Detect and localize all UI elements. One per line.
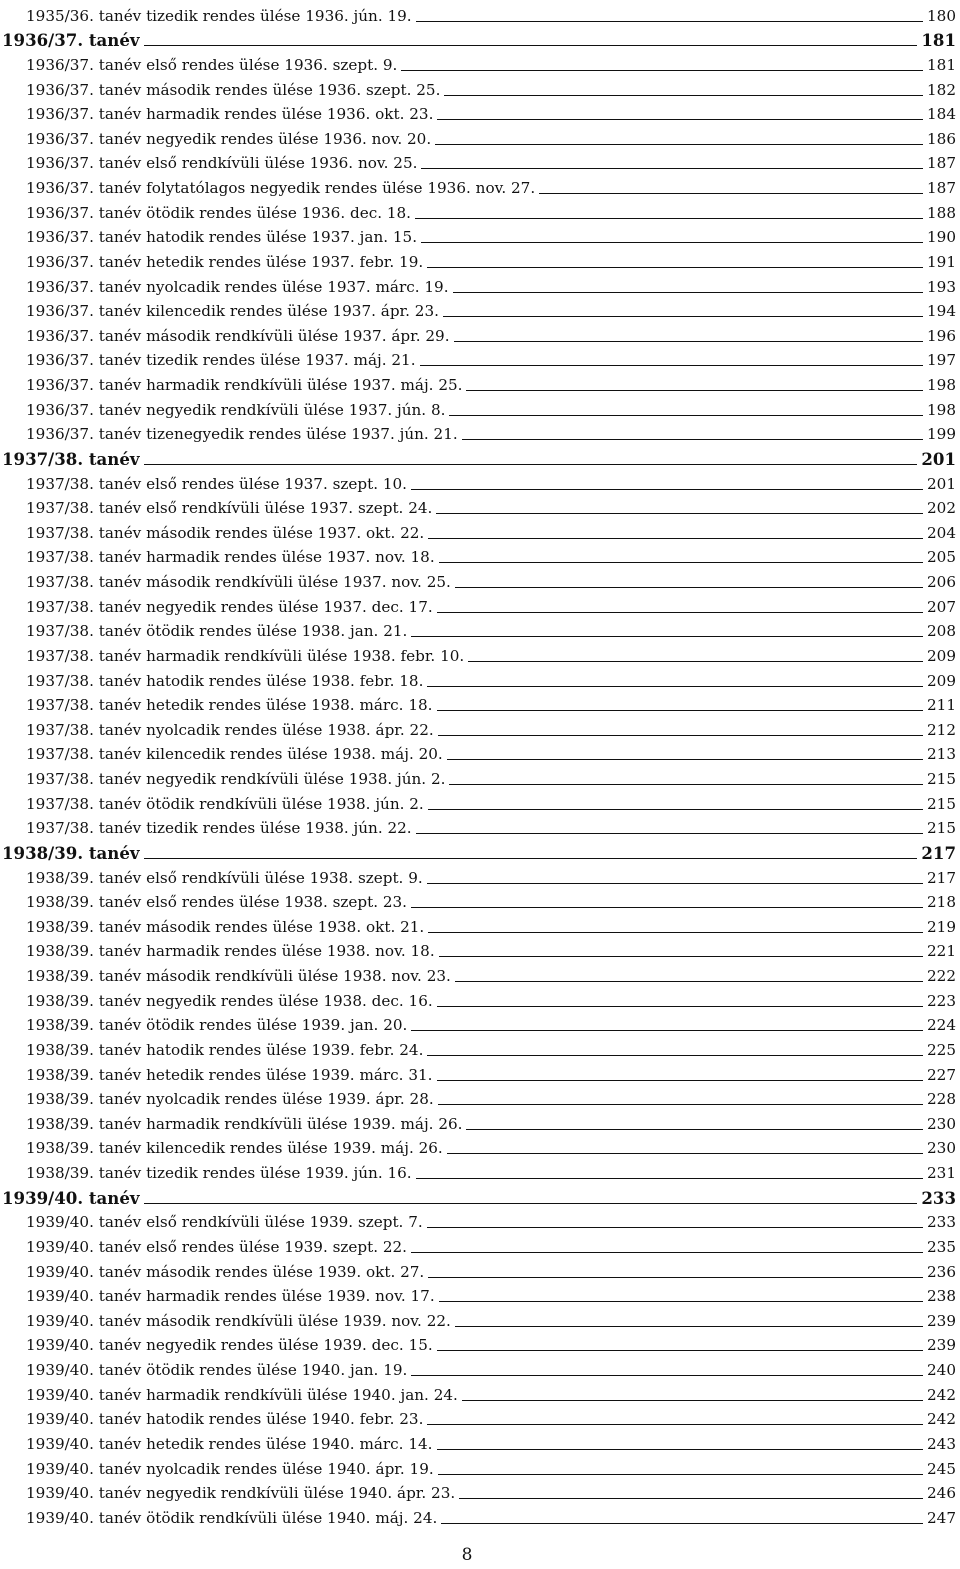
toc-entry-title: 1938/39. tanév nyolcadik rendes ülése 1939. ápr. 28.	[26, 1090, 434, 1109]
toc-entry	[2, 1307, 956, 1332]
toc-entry	[2, 864, 956, 889]
toc-entry	[2, 371, 956, 396]
toc-entry-title: 1937/38. tanév hatodik rendes ülése 1938. febr. 18.	[26, 671, 424, 690]
toc-leader-line	[462, 1400, 923, 1401]
toc-entry-page: 182	[927, 80, 956, 99]
toc-entry-page: 193	[927, 277, 956, 296]
toc-entry	[2, 1086, 956, 1111]
toc-entry	[2, 1332, 956, 1357]
table-of-contents	[2, 2, 956, 1529]
toc-entry	[2, 1209, 956, 1234]
toc-entry	[2, 1159, 956, 1184]
toc-leader-line	[466, 1129, 923, 1130]
toc-leader-line	[437, 710, 924, 711]
toc-entry-page: 194	[927, 302, 956, 321]
page-number: 8	[461, 1545, 473, 1565]
toc-entry-page: 235	[927, 1237, 956, 1256]
toc-entry-title: 1938/39. tanév második rendkívüli ülése 1938. nov. 23.	[26, 967, 451, 985]
toc-entry-page: 213	[927, 745, 956, 764]
toc-entry-title: 1939/40. tanév negyedik rendes ülése 1939. dec. 15.	[26, 1336, 433, 1355]
toc-entry-page: 181	[927, 55, 956, 74]
toc-entry-page: 242	[927, 1385, 956, 1404]
toc-entry-title: 1939/40. tanév második rendkívüli ülése 1939. nov. 22.	[26, 1311, 451, 1330]
toc-entry-title: 1938/39. tanév ötödik rendes ülése 1939. jan. 20.	[26, 1016, 408, 1035]
toc-entry	[2, 51, 956, 76]
toc-leader-line	[455, 981, 923, 982]
toc-section-heading	[2, 1184, 956, 1209]
toc-entry	[2, 125, 956, 150]
toc-entry-title: 1936/37. tanév harmadik rendes ülése 1936. okt. 23.	[26, 105, 434, 124]
toc-entry-page: 180	[927, 6, 956, 25]
toc-entry-page: 218	[927, 893, 956, 912]
toc-leader-line	[438, 735, 923, 736]
toc-entry-title: 1937/38. tanév negyedik rendes ülése 1937. dec. 17.	[26, 597, 433, 616]
toc-entry	[2, 790, 956, 815]
toc-entry-page: 217	[927, 868, 956, 887]
toc-entry-page: 228	[927, 1090, 956, 1109]
toc-entry-title: 1936/37. tanév hatodik rendes ülése 1937. jan. 15.	[26, 228, 418, 247]
toc-leader-line	[437, 119, 923, 120]
toc-entry-page: 215	[927, 819, 956, 838]
toc-entry-title: 1936/37. tanév	[2, 30, 140, 51]
toc-entry-title: 1936/37. tanév harmadik rendkívüli ülése 1937. máj. 25.	[26, 376, 463, 394]
toc-entry-page: 240	[927, 1361, 956, 1379]
toc-entry	[2, 174, 956, 199]
toc-entry-page: 238	[927, 1287, 956, 1306]
toc-leader-line	[401, 70, 923, 71]
toc-entry	[2, 101, 956, 126]
toc-entry-title: 1938/39. tanév	[2, 842, 140, 863]
toc-entry	[2, 741, 956, 766]
toc-entry-page: 198	[927, 400, 956, 419]
toc-entry	[2, 1430, 956, 1455]
toc-entry-title: 1938/39. tanév harmadik rendkívüli ülése 1939. máj. 26.	[26, 1114, 463, 1133]
toc-leader-line	[421, 168, 923, 169]
toc-leader-line	[443, 316, 923, 317]
toc-leader-line	[427, 267, 923, 268]
toc-entry	[2, 1504, 956, 1529]
toc-entry-page: 227	[927, 1065, 956, 1084]
toc-entry-page: 208	[927, 622, 956, 641]
toc-leader-line	[144, 858, 918, 859]
toc-entry-page: 197	[927, 351, 956, 370]
toc-entry-title: 1939/40. tanév harmadik rendkívüli ülése 1940. jan. 24.	[26, 1385, 458, 1404]
toc-leader-line	[449, 415, 923, 416]
toc-entry-page: 196	[927, 326, 956, 345]
toc-leader-line	[411, 907, 923, 908]
toc-entry-page: 202	[927, 499, 956, 518]
toc-entry-title: 1939/40. tanév első rendkívüli ülése 1939. szept. 7.	[26, 1213, 423, 1232]
toc-entry-page: 191	[927, 252, 956, 271]
toc-leader-line	[453, 292, 923, 293]
toc-entry-page: 205	[927, 548, 956, 567]
toc-entry	[2, 1455, 956, 1480]
toc-entry-page: 204	[927, 523, 956, 542]
toc-leader-line	[411, 489, 923, 490]
toc-leader-line	[439, 562, 923, 563]
toc-entry-page: 201	[921, 448, 956, 469]
toc-leader-line	[438, 1104, 923, 1105]
toc-entry	[2, 224, 956, 249]
toc-entry-title: 1936/37. tanév negyedik rendes ülése 1936. nov. 20.	[26, 129, 432, 148]
toc-entry-page: 233	[927, 1213, 956, 1232]
toc-entry-page: 187	[927, 179, 956, 197]
toc-leader-line	[415, 218, 923, 219]
toc-entry-title: 1937/38. tanév harmadik rendes ülése 1937. nov. 18.	[26, 548, 435, 567]
toc-entry-title: 1936/37. tanév tizedik rendes ülése 1937. máj. 21.	[26, 351, 416, 370]
toc-entry-page: 209	[927, 646, 956, 665]
toc-entry-title: 1936/37. tanév első rendkívüli ülése 1936. nov. 25.	[26, 154, 418, 173]
toc-leader-line	[438, 1474, 923, 1475]
toc-entry-title: 1936/37. tanév második rendkívüli ülése 1937. ápr. 29.	[26, 326, 450, 345]
toc-entry-page: 215	[927, 794, 956, 813]
toc-entry-page: 206	[927, 573, 956, 591]
toc-entry	[2, 938, 956, 963]
toc-entry-title: 1936/37. tanév ötödik rendes ülése 1936. dec. 18.	[26, 203, 412, 222]
toc-entry	[2, 889, 956, 914]
toc-entry-title: 1937/38. tanév tizedik rendes ülése 1938. jún. 22.	[26, 819, 412, 838]
toc-entry-title: 1938/39. tanév második rendes ülése 1938. okt. 21.	[26, 917, 425, 936]
toc-leader-line	[428, 809, 923, 810]
toc-entry	[2, 1406, 956, 1431]
toc-entry-page: 187	[927, 154, 956, 173]
toc-entry-title: 1936/37. tanév első rendes ülése 1936. szept. 9.	[26, 55, 398, 74]
toc-section-heading	[2, 839, 956, 864]
toc-entry	[2, 544, 956, 569]
toc-entry	[2, 76, 956, 101]
toc-entry-title: 1937/38. tanév első rendkívüli ülése 1937. szept. 24.	[26, 499, 433, 518]
toc-leader-line	[454, 341, 923, 342]
toc-leader-line	[427, 686, 923, 687]
toc-leader-line	[437, 1350, 923, 1351]
toc-leader-line	[411, 636, 923, 637]
toc-entry	[2, 470, 956, 495]
toc-entry	[2, 1012, 956, 1037]
toc-entry	[2, 2, 956, 27]
toc-entry-title: 1936/37. tanév negyedik rendkívüli ülése 1937. jún. 8.	[26, 400, 446, 419]
toc-leader-line	[449, 784, 923, 785]
toc-leader-line	[462, 439, 923, 440]
toc-entry-title: 1937/38. tanév második rendes ülése 1937. okt. 22.	[26, 523, 425, 542]
toc-entry-page: 219	[927, 917, 956, 936]
toc-entry-page: 242	[927, 1410, 956, 1429]
toc-leader-line	[427, 1424, 923, 1425]
toc-entry-page: 211	[927, 696, 956, 715]
toc-entry-page: 215	[927, 770, 956, 788]
toc-entry-page: 230	[927, 1114, 956, 1133]
toc-entry-page: 221	[927, 942, 956, 961]
toc-entry	[2, 962, 956, 987]
toc-entry-page: 245	[927, 1459, 956, 1478]
toc-entry	[2, 396, 956, 421]
toc-entry-title: 1936/37. tanév nyolcadik rendes ülése 1937. márc. 19.	[26, 277, 449, 296]
toc-entry-page: 212	[927, 720, 956, 739]
toc-entry-page: 190	[927, 228, 956, 247]
toc-entry-page: 224	[927, 1016, 956, 1035]
toc-entry-title: 1938/39. tanév kilencedik rendes ülése 1939. máj. 26.	[26, 1139, 443, 1158]
toc-entry	[2, 593, 956, 618]
toc-entry	[2, 1480, 956, 1505]
toc-leader-line	[439, 956, 923, 957]
toc-leader-line	[428, 932, 923, 933]
toc-entry	[2, 1135, 956, 1160]
toc-entry	[2, 248, 956, 273]
toc-entry-title: 1937/38. tanév	[2, 448, 140, 469]
toc-entry-title: 1935/36. tanév tizedik rendes ülése 1936. jún. 19.	[26, 6, 412, 25]
toc-entry	[2, 913, 956, 938]
toc-entry	[2, 495, 956, 520]
toc-entry-title: 1939/40. tanév első rendes ülése 1939. szept. 22.	[26, 1237, 408, 1256]
toc-entry-title: 1937/38. tanév kilencedik rendes ülése 1938. máj. 20.	[26, 745, 443, 764]
toc-entry-title: 1937/38. tanév ötödik rendes ülése 1938. jan. 21.	[26, 622, 408, 641]
toc-leader-line	[421, 242, 923, 243]
toc-leader-line	[447, 759, 923, 760]
toc-entry-title: 1939/40. tanév ötödik rendkívüli ülése 1940. máj. 24.	[26, 1508, 438, 1527]
toc-leader-line	[411, 1030, 923, 1031]
toc-entry	[2, 568, 956, 593]
toc-entry-page: 207	[927, 597, 956, 616]
toc-leader-line	[539, 193, 923, 194]
toc-entry	[2, 273, 956, 298]
toc-entry-title: 1938/39. tanév harmadik rendes ülése 1938. nov. 18.	[26, 942, 435, 961]
toc-entry-title: 1937/38. tanév negyedik rendkívüli ülése 1938. jún. 2.	[26, 770, 446, 788]
toc-entry	[2, 150, 956, 175]
toc-entry-page: 186	[927, 129, 956, 148]
toc-leader-line	[428, 538, 923, 539]
toc-entry	[2, 716, 956, 741]
toc-leader-line	[411, 1375, 923, 1376]
toc-leader-line	[468, 661, 923, 662]
toc-entry-title: 1937/38. tanév ötödik rendkívüli ülése 1938. jún. 2.	[26, 794, 424, 813]
toc-entry	[2, 1061, 956, 1086]
toc-entry-title: 1938/39. tanév tizedik rendes ülése 1939. jún. 16.	[26, 1164, 412, 1182]
toc-entry-title: 1936/37. tanév hetedik rendes ülése 1937. febr. 19.	[26, 252, 424, 271]
toc-entry-title: 1939/40. tanév hetedik rendes ülése 1940. márc. 14.	[26, 1434, 433, 1453]
toc-entry-title: 1937/38. tanév nyolcadik rendes ülése 1938. ápr. 22.	[26, 720, 434, 739]
toc-entry-title: 1937/38. tanév hetedik rendes ülése 1938. márc. 18.	[26, 696, 433, 715]
toc-entry-title: 1938/39. tanév hatodik rendes ülése 1939. febr. 24.	[26, 1040, 424, 1059]
toc-entry-page: 233	[921, 1187, 956, 1208]
toc-entry	[2, 692, 956, 717]
toc-entry-page: 217	[921, 842, 956, 863]
toc-entry-title: 1938/39. tanév negyedik rendes ülése 1938. dec. 16.	[26, 991, 433, 1010]
toc-leader-line	[411, 1252, 923, 1253]
toc-section-heading	[2, 445, 956, 470]
toc-leader-line	[441, 1523, 923, 1524]
toc-entry	[2, 618, 956, 643]
toc-leader-line	[466, 390, 923, 391]
toc-entry-page: 184	[927, 105, 956, 124]
toc-entry	[2, 1233, 956, 1258]
toc-entry	[2, 421, 956, 446]
toc-entry-page: 239	[927, 1311, 956, 1330]
toc-leader-line	[420, 365, 923, 366]
toc-entry-title: 1939/40. tanév nyolcadik rendes ülése 1940. ápr. 19.	[26, 1459, 434, 1478]
toc-entry-title: 1938/39. tanév első rendes ülése 1938. szept. 23.	[26, 893, 408, 912]
toc-entry-page: 223	[927, 991, 956, 1010]
toc-entry-title: 1939/40. tanév hatodik rendes ülése 1940. febr. 23.	[26, 1410, 424, 1429]
toc-entry-page: 199	[927, 425, 956, 444]
toc-entry	[2, 765, 956, 790]
toc-entry	[2, 298, 956, 323]
toc-entry-title: 1937/38. tanév harmadik rendkívüli ülése 1938. febr. 10.	[26, 646, 465, 665]
toc-entry-page: 198	[927, 376, 956, 394]
toc-entry-title: 1937/38. tanév első rendes ülése 1937. szept. 10.	[26, 474, 408, 493]
toc-leader-line	[416, 21, 923, 22]
toc-leader-line	[455, 587, 923, 588]
toc-entry-title: 1936/37. tanév folytatólagos negyedik rendes ülése 1936. nov. 27.	[26, 179, 536, 197]
toc-leader-line	[144, 464, 918, 465]
toc-leader-line	[435, 144, 923, 145]
toc-leader-line	[437, 1080, 924, 1081]
toc-entry	[2, 1258, 956, 1283]
toc-entry	[2, 815, 956, 840]
toc-entry-title: 1936/37. tanév második rendes ülése 1936. szept. 25.	[26, 80, 441, 99]
toc-entry-title: 1939/40. tanév ötödik rendes ülése 1940. jan. 19.	[26, 1361, 408, 1379]
toc-leader-line	[455, 1326, 923, 1327]
toc-entry	[2, 1356, 956, 1381]
toc-leader-line	[444, 95, 923, 96]
toc-entry	[2, 1283, 956, 1308]
toc-entry-page: 222	[927, 967, 956, 985]
toc-leader-line	[436, 513, 923, 514]
toc-entry	[2, 519, 956, 544]
toc-entry-page: 243	[927, 1434, 956, 1453]
toc-leader-line	[437, 1006, 923, 1007]
toc-entry	[2, 1381, 956, 1406]
toc-entry	[2, 642, 956, 667]
toc-entry-title: 1939/40. tanév második rendes ülése 1939. okt. 27.	[26, 1262, 425, 1281]
toc-leader-line	[416, 1178, 923, 1179]
toc-leader-line	[437, 1449, 924, 1450]
toc-leader-line	[427, 1227, 923, 1228]
toc-leader-line	[428, 1277, 923, 1278]
toc-leader-line	[459, 1498, 923, 1499]
toc-entry-title: 1939/40. tanév	[2, 1187, 140, 1208]
toc-entry-page: 230	[927, 1139, 956, 1158]
toc-leader-line	[447, 1153, 923, 1154]
toc-entry-title: 1939/40. tanév negyedik rendkívüli ülése 1940. ápr. 23.	[26, 1484, 456, 1503]
toc-leader-line	[416, 833, 923, 834]
toc-entry	[2, 199, 956, 224]
toc-entry-page: 231	[927, 1164, 956, 1182]
toc-leader-line	[439, 1301, 923, 1302]
toc-entry-title: 1939/40. tanév harmadik rendes ülése 1939. nov. 17.	[26, 1287, 435, 1306]
toc-entry	[2, 667, 956, 692]
toc-leader-line	[427, 883, 923, 884]
toc-leader-line	[144, 1203, 918, 1204]
toc-entry-page: 209	[927, 671, 956, 690]
toc-entry-page: 188	[927, 203, 956, 222]
toc-entry	[2, 1036, 956, 1061]
toc-entry-page: 225	[927, 1040, 956, 1059]
toc-entry-title: 1938/39. tanév hetedik rendes ülése 1939. márc. 31.	[26, 1065, 433, 1084]
toc-entry	[2, 322, 956, 347]
toc-entry-page: 181	[921, 30, 956, 51]
toc-entry-page: 246	[927, 1484, 956, 1503]
toc-entry-title: 1938/39. tanév első rendkívüli ülése 1938. szept. 9.	[26, 868, 423, 887]
toc-entry	[2, 987, 956, 1012]
toc-entry-page: 201	[927, 474, 956, 493]
toc-entry-title: 1937/38. tanév második rendkívüli ülése 1937. nov. 25.	[26, 573, 451, 591]
toc-entry-page: 239	[927, 1336, 956, 1355]
toc-entry-page: 247	[927, 1508, 956, 1527]
toc-entry-title: 1936/37. tanév kilencedik rendes ülése 1937. ápr. 23.	[26, 302, 439, 321]
toc-entry-title: 1936/37. tanév tizenegyedik rendes ülése 1937. jún. 21.	[26, 425, 458, 444]
toc-leader-line	[437, 612, 923, 613]
toc-entry	[2, 347, 956, 372]
toc-leader-line	[427, 1055, 923, 1056]
toc-entry-page: 236	[927, 1262, 956, 1281]
toc-leader-line	[144, 45, 918, 46]
toc-section-heading	[2, 27, 956, 52]
toc-entry	[2, 1110, 956, 1135]
